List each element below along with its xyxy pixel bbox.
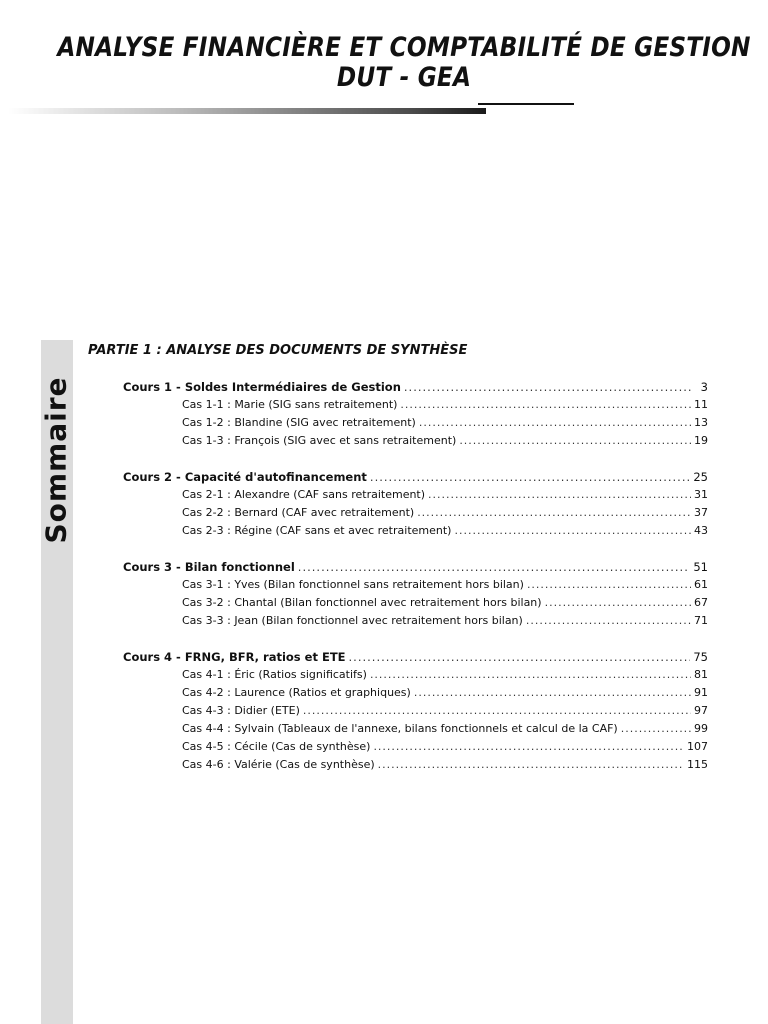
toc-entry-cas-3-2[interactable] (182, 594, 708, 612)
document-title: ANALYSE FINANCIÈRE ET COMPTABILITÉ DE GESTION (57, 32, 751, 63)
toc-entry-cours-2[interactable] (123, 468, 708, 486)
toc-page-number: 61 (694, 578, 708, 591)
toc-page-number: 81 (694, 668, 708, 681)
toc-entry-cas-3-3[interactable] (182, 612, 708, 630)
toc-entry-label: Cas 4-1 : Éric (Ratios significatifs) (182, 668, 367, 681)
toc-entry-label: Cas 2-3 : Régine (CAF sans et avec retraitement) (182, 524, 452, 537)
toc-entry-label: Cas 1-2 : Blandine (SIG avec retraitement) (182, 416, 416, 429)
toc-entry-cas-4-5[interactable] (182, 738, 708, 756)
toc-page-number: 13 (694, 416, 708, 429)
toc-page-number: 31 (694, 488, 708, 501)
toc-entry-label: Cas 3-1 : Yves (Bilan fonctionnel sans retraitement hors bilan) (182, 578, 524, 591)
dot-leader (621, 720, 691, 738)
toc-page-number: 11 (694, 398, 708, 411)
dot-leader (526, 612, 691, 630)
toc-entry-cas-4-4[interactable] (182, 720, 708, 738)
toc-entry-cas-2-3[interactable] (182, 522, 708, 540)
toc-entry-label: Cas 2-1 : Alexandre (CAF sans retraitement) (182, 488, 426, 501)
sidebar-label: Sommaire (39, 376, 73, 544)
toc-entry-cas-1-2[interactable] (182, 414, 708, 432)
toc-entry-cours-1[interactable] (123, 378, 708, 396)
toc-entry-cas-2-1[interactable] (182, 486, 708, 504)
toc-page-number: 115 (687, 758, 708, 771)
toc-entry-label: Cours 4 - FRNG, BFR, ratios et ETE (123, 650, 346, 664)
toc-entry-cas-4-2[interactable] (182, 684, 708, 702)
dot-leader (417, 504, 691, 522)
toc-entry-label: Cas 2-2 : Bernard (CAF avec retraitement) (182, 506, 415, 519)
dot-leader (370, 666, 691, 684)
dot-leader (378, 756, 684, 774)
toc-entry-cas-3-1[interactable] (182, 576, 708, 594)
toc-page-number: 75 (693, 650, 708, 664)
dot-leader (527, 576, 691, 594)
dot-leader (454, 522, 691, 540)
toc-entry-label: Cours 1 - Soldes Intermédiaires de Gestion (123, 380, 401, 394)
toc-page-number: 67 (694, 596, 708, 609)
dot-leader (459, 432, 691, 450)
toc-entry-label: Cours 2 - Capacité d'autofinancement (123, 470, 367, 484)
toc-entry-cours-3[interactable] (123, 558, 708, 576)
toc-entry-cas-4-1[interactable] (182, 666, 708, 684)
toc-page-number: 99 (694, 722, 708, 735)
dot-leader (349, 648, 691, 666)
toc-page-number: 91 (694, 686, 708, 699)
toc-page-number: 51 (693, 560, 708, 574)
toc-entry-cas-2-2[interactable] (182, 504, 708, 522)
toc-page-number: 37 (694, 506, 708, 519)
part-title: PARTIE 1 : ANALYSE DES DOCUMENTS DE SYNTHÈSE (88, 343, 468, 358)
toc-entry-label: Cours 3 - Bilan fonctionnel (123, 560, 295, 574)
toc-entry-cas-1-3[interactable] (182, 432, 708, 450)
document-subtitle: DUT - GEA (336, 62, 472, 93)
toc-entry-label: Cas 4-4 : Sylvain (Tableaux de l'annexe, bilans fonctionnels et calcul de la CAF) (182, 722, 618, 735)
toc-page-number: 43 (694, 524, 708, 537)
dot-leader (428, 486, 691, 504)
toc-entry-label: Cas 3-2 : Chantal (Bilan fonctionnel avec retraitement hors bilan) (182, 596, 542, 609)
dot-leader (400, 396, 691, 414)
dot-leader (404, 378, 693, 396)
toc-entry-label: Cas 3-3 : Jean (Bilan fonctionnel avec retraitement hors bilan) (182, 614, 523, 627)
dot-leader (419, 414, 691, 432)
dot-leader (298, 558, 691, 576)
toc-entry-label: Cas 4-5 : Cécile (Cas de synthèse) (182, 740, 371, 753)
toc-entry-label: Cas 4-3 : Didier (ETE) (182, 704, 300, 717)
toc-page-number: 3 (700, 380, 708, 394)
toc-entry-cas-1-1[interactable] (182, 396, 708, 414)
toc-entry-label: Cas 1-3 : François (SIG avec et sans retraitement) (182, 434, 457, 447)
dot-leader (373, 738, 684, 756)
dot-leader (303, 702, 691, 720)
toc-entry-cas-4-3[interactable] (182, 702, 708, 720)
toc-page-number: 107 (687, 740, 708, 753)
dot-leader (370, 468, 690, 486)
toc-entry-label: Cas 4-2 : Laurence (Ratios et graphiques) (182, 686, 411, 699)
toc-page-number: 25 (693, 470, 708, 484)
toc-entry-cas-4-6[interactable] (182, 756, 708, 774)
toc-page-number: 71 (694, 614, 708, 627)
toc-entry-cours-4[interactable] (123, 648, 708, 666)
dot-leader (414, 684, 691, 702)
toc-entry-label: Cas 4-6 : Valérie (Cas de synthèse) (182, 758, 375, 771)
dot-leader (545, 594, 691, 612)
toc-page-number: 97 (694, 704, 708, 717)
toc-page-number: 19 (694, 434, 708, 447)
toc-entry-label: Cas 1-1 : Marie (SIG sans retraitement) (182, 398, 398, 411)
